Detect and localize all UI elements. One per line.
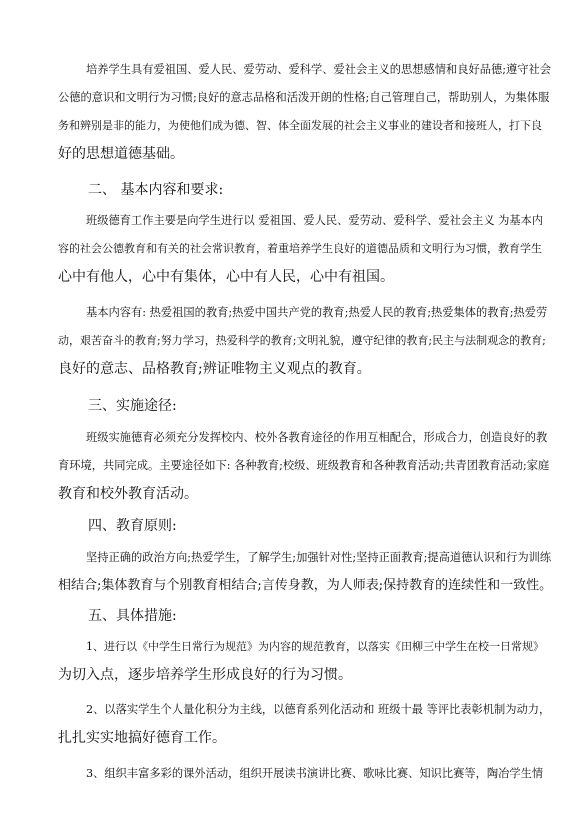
text-line: 班级实施德育必须充分发挥校内、校外各教育途径的作用互相配合，形成合力，创造良好的教 xyxy=(86,431,548,444)
paragraph-measure-2 xyxy=(58,696,552,752)
text-line: 扎扎实实地搞好德育工作。 xyxy=(58,730,226,746)
text-line: 容的社会公德教育和有关的社会常识教育，着重培养学生良好的道德品质和文明行为习惯，教育学生 xyxy=(58,242,542,255)
paragraph-basic-content xyxy=(58,299,552,383)
text-line: 相结合;集体教育与个别教育相结合;言传身教，为人师表;保持教育的连续性和一致性。 xyxy=(58,578,553,593)
text-line: 公德的意识和文明行为习惯;良好的意志品格和活泼开朗的性格;自己管理自己，帮助别人，为集体服 xyxy=(58,91,550,104)
text-line: 心中有他人，心中有集体，心中有人民，心中有祖国。 xyxy=(58,269,394,285)
text-line: 3、组织丰富多彩的课外活动，组织开展读书演讲比赛、歌咏比赛、知识比赛等，陶冶学生情 xyxy=(86,767,544,780)
text-line: 基本内容有: 热爱祖国的教育;热爱中国共产党的教育;热爱人民的教育;热爱集体的教育;热爱劳 xyxy=(86,306,548,319)
section-heading-measures: 五、具体措施: xyxy=(88,608,177,624)
text-line: 育环境，共同完成。主要途径如下: 各种教育;校级、班级教育和各种教育活动;共青团教育活动;家庭 xyxy=(58,459,550,472)
text-line: 1、进行以《中学生日常行为规范》为内容的规范教育，以落实《田柳三中学生在校一日常规》 xyxy=(86,640,544,653)
text-line: 2、以落实学生个人量化积分为主线，以德育系列化活动和 班级十最 等评比表彰机制为动力， xyxy=(86,703,551,716)
text-line: 坚持正确的政治方向;热爱学生，了解学生;加强针对性;坚持正面教育;提高道德认识和行为训练 xyxy=(86,551,552,564)
text-line: 培养学生具有爱祖国、爱人民、爱劳动、爱科学、爱社会主义的思想感情和良好品德;遵守社会 xyxy=(86,63,552,76)
paragraph-content xyxy=(58,207,552,291)
section-heading-content: 二、 基本内容和要求: xyxy=(88,182,224,198)
text-line: 良好的意志、品格教育;辨证唯物主义观点的教育。 xyxy=(58,361,371,377)
paragraph-measure-3 xyxy=(58,760,552,788)
text-line: 好的思想道德基础。 xyxy=(58,146,184,162)
text-line: 动，艰苦奋斗的教育;努力学习，热爱科学的教育;文明礼貌，遵守纪律的教育;民主与法制观念的教育; xyxy=(58,334,546,347)
paragraph-approach xyxy=(58,424,552,508)
section-heading-principles: 四、教育原则: xyxy=(88,518,177,534)
text-line: 班级德育工作主要是向学生进行以 爱祖国、爱人民、爱劳动、爱科学、爱社会主义 为基本内 xyxy=(86,214,544,227)
paragraph-principles xyxy=(58,544,552,600)
text-line: 教育和校外教育活动。 xyxy=(58,486,198,502)
text-line: 务和辨别是非的能力，为使他们成为德、智、体全面发展的社会主义事业的建设者和接班人，打下良 xyxy=(58,119,542,132)
text-line: 为切入点，逐步培养学生形成良好的行为习惯。 xyxy=(58,667,352,683)
paragraph-measure-1 xyxy=(58,633,552,689)
section-heading-approach: 三、实施途径: xyxy=(88,398,177,414)
paragraph-goals xyxy=(58,56,552,168)
